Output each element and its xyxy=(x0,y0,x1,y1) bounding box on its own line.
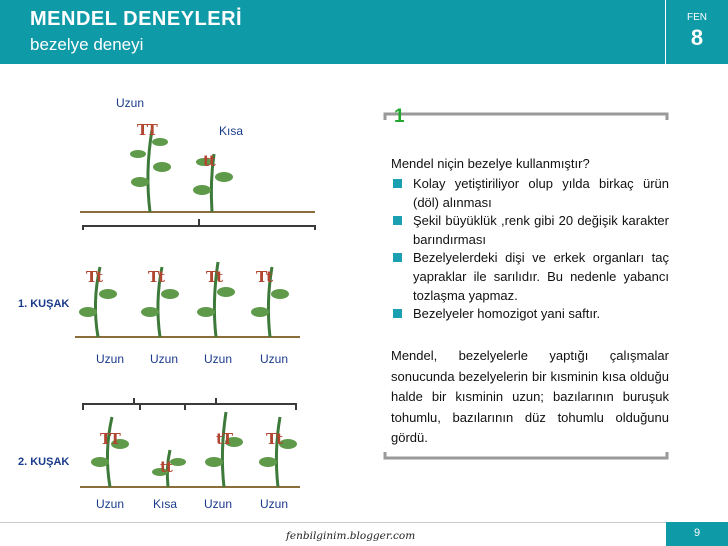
gen2-genotype-4: Tt xyxy=(266,430,283,448)
list-item xyxy=(391,305,669,324)
list-item-text: Bezelyelerdeki dişi ve erkek organları taç yapraklar ile sarılıdır. Bu nedenle yabancı tozlaşma yapmaz. xyxy=(413,250,669,303)
gen1-genotype-1: Tt xyxy=(86,268,103,286)
panel-number: 1 xyxy=(394,106,405,127)
generation-1-label: 1. KUŞAK xyxy=(18,298,70,310)
list-item xyxy=(391,249,669,305)
gen1-genotype-3: Tt xyxy=(206,268,223,286)
summary-paragraph: Mendel, bezelyelerle yaptığı çalışmalar sonucunda bezelyelerin bir kısminin kısa olduğu halde bir kısminin uzun; bazılarının buruşuk tohumlu, bazılarının düz tohumlu olduğunu gördü. xyxy=(391,348,669,445)
header-bar xyxy=(0,0,728,64)
page-title: MENDEL DENEYLERİ xyxy=(30,8,243,30)
footer-site: fenbilginim.blogger.com xyxy=(286,530,416,542)
parent-tall-label: Uzun xyxy=(116,96,145,110)
gen2-genotype-3: tT xyxy=(216,430,233,448)
gen2-genotype-1: TT xyxy=(100,430,120,448)
bullet-square-icon xyxy=(393,309,402,318)
reason-list xyxy=(391,175,669,324)
gen2-label-4: Uzun xyxy=(260,497,289,511)
plant-parent-tall xyxy=(130,130,171,212)
gen2-label-1: Uzun xyxy=(96,497,125,511)
bullet-square-icon xyxy=(393,216,402,225)
parent-short-genotype: tt xyxy=(203,152,215,170)
gen2-genotype-2: tt xyxy=(160,458,172,476)
gen1-label-1: Uzun xyxy=(96,352,125,366)
page-number: 9 xyxy=(666,522,728,546)
bullet-square-icon xyxy=(393,253,402,262)
gen1-genotype-2: Tt xyxy=(148,268,165,286)
gen1-label-3: Uzun xyxy=(204,352,233,366)
grade-number: 8 xyxy=(690,25,704,50)
parent-short-label: Kısa xyxy=(219,124,244,138)
subject-label: FEN xyxy=(687,12,707,23)
gen2-label-3: Uzun xyxy=(204,497,233,511)
plants-second-generation xyxy=(91,412,297,487)
panel-question: Mendel niçin bezelye kullanmıştır? xyxy=(391,156,590,171)
info-panel xyxy=(377,106,671,464)
gen1-genotype-4: Tt xyxy=(256,268,273,286)
list-item-text: Kolay yetiştiriliyor olup yılda birkaç ürün (döl) alınması xyxy=(413,176,669,210)
gen1-label-2: Uzun xyxy=(150,352,179,366)
generation-2-label: 2. KUŞAK xyxy=(18,456,70,468)
list-item-text: Bezelyeler homozigot yani saftır. xyxy=(413,306,601,322)
gen1-label-4: Uzun xyxy=(260,352,289,366)
page-subtitle: bezelye deneyi xyxy=(30,35,144,54)
bullet-square-icon xyxy=(393,179,402,188)
footer-divider xyxy=(0,522,728,523)
parent-tall-genotype: TT xyxy=(137,121,157,139)
subject-badge xyxy=(666,0,728,51)
list-item xyxy=(391,212,669,249)
gen2-label-2: Kısa xyxy=(153,497,178,511)
list-item-text: Şekil büyüklük ,renk gibi 20 değişik karakter barındırması xyxy=(413,213,669,247)
list-item xyxy=(391,175,669,212)
pea-plants-illustration xyxy=(0,62,370,522)
